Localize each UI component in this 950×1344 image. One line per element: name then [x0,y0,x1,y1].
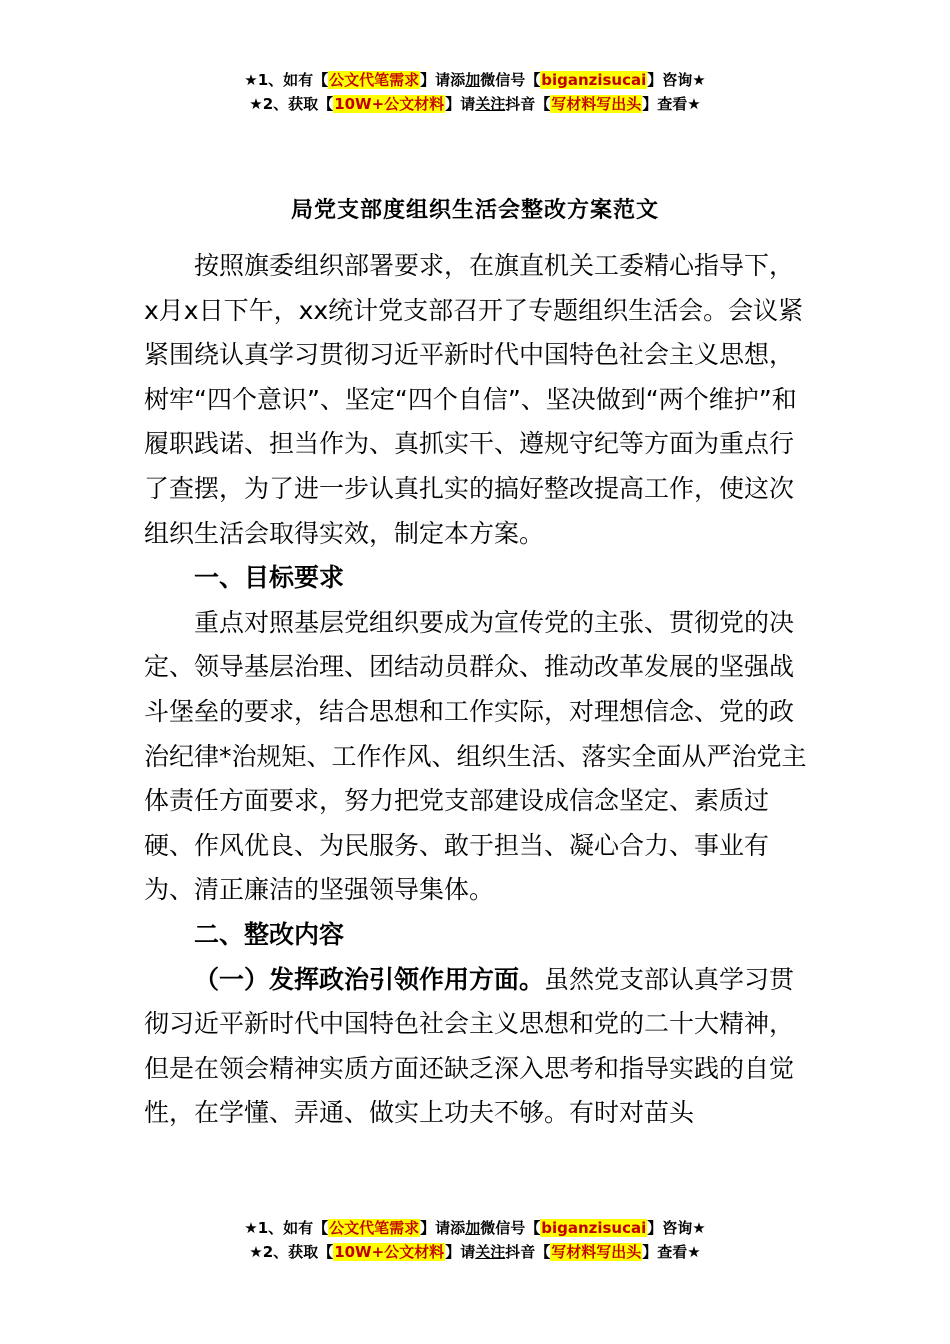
banner-underline-text: 关注 [475,1243,506,1261]
banner-line-1 [0,68,950,92]
banner-text: ★2、获取【 [249,95,334,113]
intro-paragraph: 按照旗委组织部署要求，在旗直机关工委精心指导下，x月x日下午，xx统计党支部召开了专题组织生活会。会议紧紧围绕认真学习贯彻习近平新时代中国特色社会主义思想，树牢“四个意识”、坚定“四个自信”、坚决做到“两个维护”和履职践诺、担当作为、真抓实干、遵规守纪等方面为重点行了查摆，为了进一步认真扎实的搞好整改提高工作，使这次组织生活会取得实效，制定本方案。 [144,251,804,548]
banner-text: 】查看★ [642,95,701,113]
banner-text: ★1、如有【 [244,71,329,89]
document-body [144,244,808,1136]
banner-text: 】请添 [420,1219,466,1237]
highlight-wechat-id: biganzisucai [541,1219,647,1237]
highlight-wechat-id: biganzisucai [541,71,647,89]
banner-text: 】请 [445,1243,476,1261]
item-1-lead: （一）发挥政治引领作用方面。 [194,964,545,994]
section-heading-goals: 一、目标要求 [194,563,345,593]
banner-text: 】查看★ [642,1243,701,1261]
banner-underline-text: 加 [465,71,481,89]
highlight-service: 公文代笔需求 [329,1219,420,1237]
banner-text: 抖音【 [505,95,551,113]
banner-text: 】咨询★ [647,1219,706,1237]
banner-text: 微信号【 [480,71,541,89]
highlight-materials: 10W+公文材料 [334,1243,445,1261]
banner-text: 】请 [445,95,476,113]
highlight-materials: 10W+公文材料 [334,95,445,113]
bottom-banner [0,1216,950,1264]
banner-text: 】请添 [420,71,466,89]
section-heading-rectification: 二、整改内容 [194,919,345,949]
banner-underline-text: 加 [465,1219,481,1237]
highlight-service: 公文代笔需求 [329,71,420,89]
banner-text: 抖音【 [505,1243,551,1261]
banner-text: 】咨询★ [647,71,706,89]
banner-text: ★2、获取【 [249,1243,334,1261]
highlight-douyin-account: 写材料写出头 [551,95,642,113]
banner-text: 微信号【 [480,1219,541,1237]
banner-text: ★1、如有【 [244,1219,329,1237]
item-1-paragraph [144,958,808,1136]
banner-line-1 [0,1216,950,1240]
goals-paragraph: 重点对照基层党组织要成为宣传党的主张、贯彻党的决定、领导基层治理、团结动员群众、推动改革发展的坚强战斗堡垒的要求，结合思想和工作实际，对理想信念、党的政治纪律*治规矩、工作作风、组织生活、落实全面从严治党主体责任方面要求，努力把党支部建设成信念坚定、素质过硬、作风优良、为民服务、敢于担当、凝心合力、事业有为、清正廉洁的坚强领导集体。 [144,607,807,905]
highlight-douyin-account: 写材料写出头 [551,1243,642,1261]
document-title: 局党支部度组织生活会整改方案范文 [290,198,659,223]
top-banner [0,68,950,116]
banner-line-2 [0,92,950,116]
banner-underline-text: 关注 [475,95,506,113]
item-1-body: 虽然党支部认真学习贯彻习近平新时代中国特色社会主义思想和党的二十大精神，但是在领会精神实质方面还缺乏深入思考和指导实践的自觉性，在学懂、弄通、做实上功夫不够。有时对苗头 [144,964,795,1128]
banner-line-2 [0,1240,950,1264]
